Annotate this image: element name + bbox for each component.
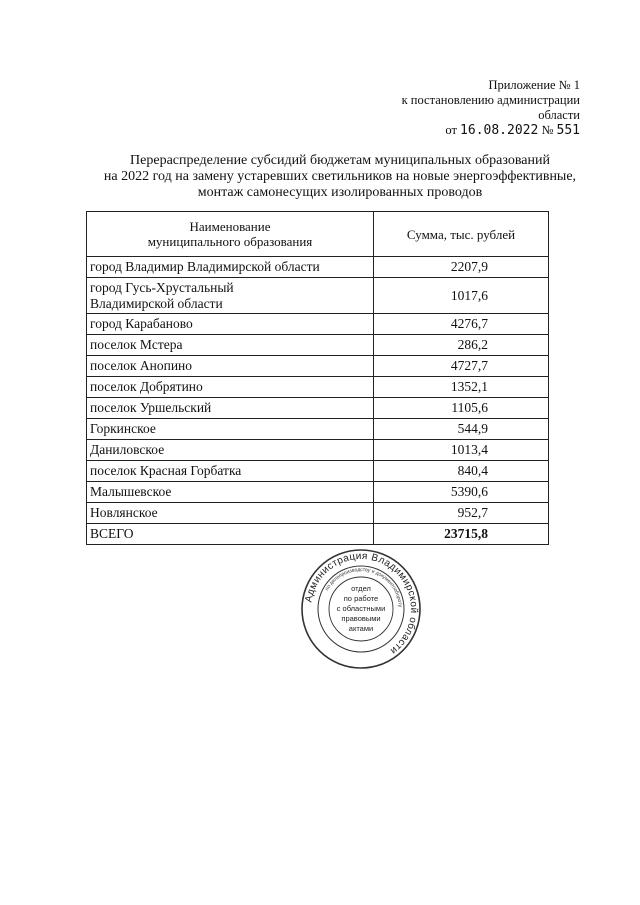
document-date: 16.08.2022 [460,123,539,138]
appendix-region: области [538,108,580,122]
row-name: поселок Добрятино [87,377,374,398]
table-row [87,356,549,377]
row-name: Горкинское [87,419,374,440]
table-total-row [87,524,549,545]
header-municipality [87,212,374,257]
number-sign: № [541,123,554,137]
total-value: 23715,8 [374,524,549,545]
header-municipality-line-2: муниципального образования [147,234,313,249]
row-value: 2207,9 [374,257,549,278]
subsidy-table [86,211,549,545]
seal-outer-text: Администрация Владимирской области [303,550,420,657]
seal-inner-line-1: отдел [351,584,371,593]
table-header-row [87,212,549,257]
date-prefix: от [445,123,457,137]
appendix-header [360,78,580,138]
table-row [87,398,549,419]
title-line-3: монтаж самонесущих изолированных проводов [197,185,483,200]
row-name-line-1: город Гусь-Хрустальный [90,279,234,295]
total-label: ВСЕГО [87,524,374,545]
row-value: 1352,1 [374,377,549,398]
seal-ring-text: по делопроизводству и документообороту [324,566,403,608]
document-number: 551 [556,123,580,138]
row-value: 1017,6 [374,278,549,314]
row-value: 4727,7 [374,356,549,377]
table-row [87,482,549,503]
title-line-1: Перераспределение субсидий бюджетам муниципальных образований [130,153,550,168]
table-row [87,503,549,524]
row-name: Даниловское [87,440,374,461]
seal-inner-line-2: по работе [343,594,379,603]
row-name-line-2: Владимирской области [90,295,223,311]
table-row [87,257,549,278]
table-row [87,314,549,335]
table-row [87,377,549,398]
seal-inner-line-5: актами [348,624,374,633]
row-name: поселок Красная Горбатка [87,461,374,482]
table-row [87,440,549,461]
table-row [87,461,549,482]
seal-inner-line-3: с областными [336,604,386,613]
row-value: 1013,4 [374,440,549,461]
row-value: 1105,6 [374,398,549,419]
row-name: город Владимир Владимирской области [87,257,374,278]
official-seal [300,548,422,670]
table-row [87,278,549,314]
row-name: Новлянское [87,503,374,524]
title-line-2: на 2022 год на замену устаревших светильников на новые энергоэффективные, [103,169,577,184]
row-name: город Карабаново [87,314,374,335]
row-name: поселок Мстера [87,335,374,356]
row-value: 840,4 [374,461,549,482]
row-value: 286,2 [374,335,549,356]
table-row [87,419,549,440]
appendix-number: Приложение № 1 [488,78,580,92]
row-value: 4276,7 [374,314,549,335]
seal-inner-line-4: правовыми [341,614,381,623]
appendix-reference: к постановлению администрации [401,93,580,107]
row-value: 544,9 [374,419,549,440]
row-name: Малышевское [87,482,374,503]
header-municipality-line-1: Наименование [189,219,271,234]
row-name: поселок Анопино [87,356,374,377]
row-value: 952,7 [374,503,549,524]
row-name: поселок Уршельский [87,398,374,419]
header-amount: Сумма, тыс. рублей [374,212,549,257]
appendix-date-line [360,123,580,138]
document-title [80,153,600,201]
table-row [87,335,549,356]
row-value: 5390,6 [374,482,549,503]
row-name [87,278,374,314]
